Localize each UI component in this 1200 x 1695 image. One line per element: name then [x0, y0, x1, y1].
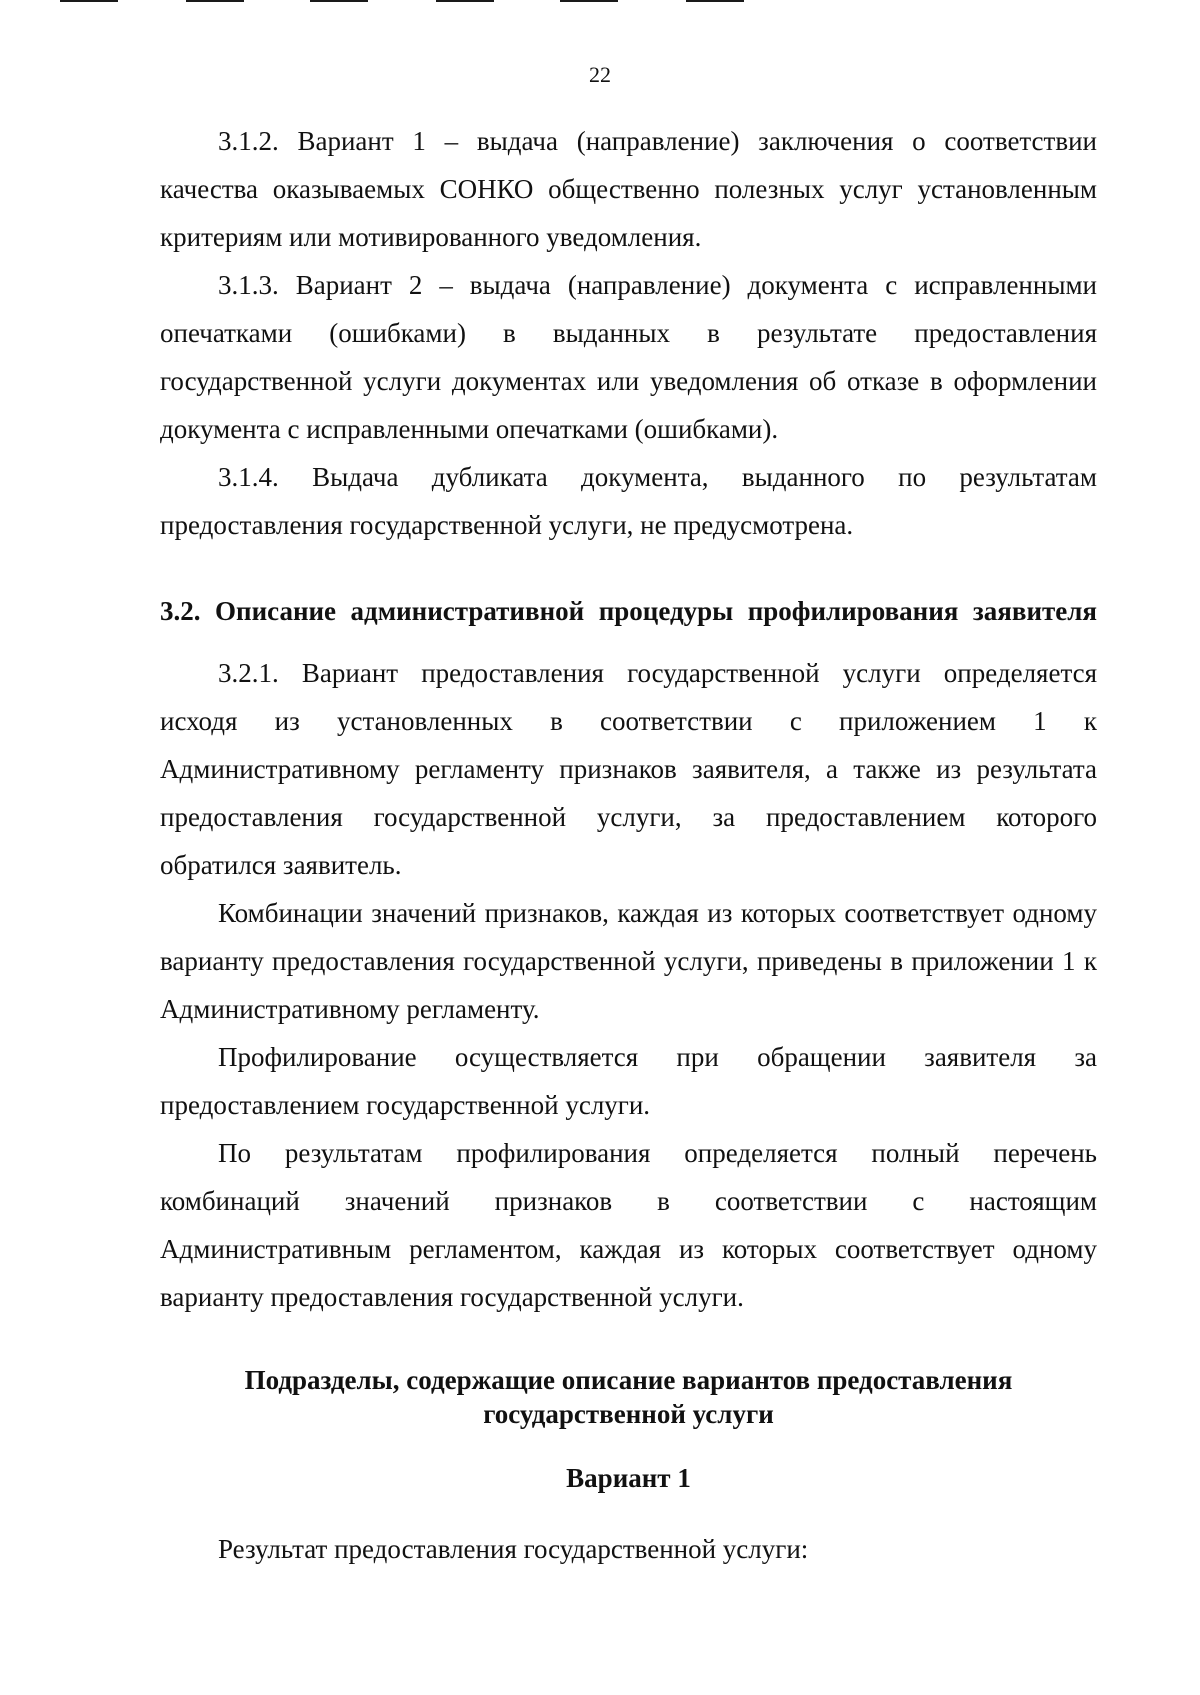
section-heading-3-2: 3.2. Описание административной процедуры профилирования заявителя — [160, 596, 1097, 626]
paragraph-3-2-1: 3.2.1. Вариант предоставления государственной услуги определяется исходя из установленных в соответствии с приложением 1 к Административному регламенту признаков заявителя, а также из результата предоставления государственной услуги, за предоставлением которого обратился заявитель. — [160, 658, 1097, 880]
paragraph-profiling: Профилирование осуществляется при обращении заявителя за предоставлением государственной услуги. — [160, 1042, 1097, 1120]
paragraph-3-1-4: 3.1.4. Выдача дубликата документа, выданного по результатам предоставления государственной услуги, не предусмотрена. — [160, 462, 1097, 540]
header-rule-1 — [60, 0, 118, 2]
header-rule-2 — [186, 0, 244, 2]
paragraph-profiling-results: По результатам профилирования определяется полный перечень комбинаций значений признаков в соответствии с настоящим Административным регламентом, каждая из которых соответствует одному варианту предоставления государственной услуги. — [160, 1138, 1097, 1312]
document-body — [160, 117, 1097, 1573]
subsections-heading-line-1: Подразделы, содержащие описание вариантов предоставления — [244, 1365, 1013, 1395]
spacer — [160, 1321, 1097, 1363]
variant-1-result-paragraph: Результат предоставления государственной услуги: — [218, 1534, 809, 1564]
spacer — [160, 549, 1097, 587]
paragraph-3-1-3: 3.1.3. Вариант 2 – выдача (направление) документа с исправленными опечатками (ошибками) в выданных в результате предоставления государственной услуги документах или уведомления об отказе в оформлении документа с исправленными опечатками (ошибками). — [160, 270, 1097, 444]
header-rule-3 — [310, 0, 368, 2]
paragraph-combinations: Комбинации значений признаков, каждая из которых соответствует одному варианту предоставления государственной услуги, приведены в приложении 1 к Административному регламенту. — [160, 898, 1097, 1024]
header-rule-6 — [686, 0, 744, 2]
header-rule-5 — [560, 0, 618, 2]
spacer — [160, 635, 1097, 649]
header-rule-4 — [436, 0, 494, 2]
variant-1-heading: Вариант 1 — [566, 1463, 691, 1493]
page-number: 22 — [589, 62, 611, 87]
spacer — [160, 1431, 1097, 1461]
subsections-heading-line-2: государственной услуги — [483, 1399, 774, 1429]
spacer — [160, 1495, 1097, 1525]
paragraph-3-1-2: 3.1.2. Вариант 1 – выдача (направление) заключения о соответствии качества оказываемых СОНКО общественно полезных услуг установленным критериям или мотивированного уведомления. — [160, 126, 1097, 252]
